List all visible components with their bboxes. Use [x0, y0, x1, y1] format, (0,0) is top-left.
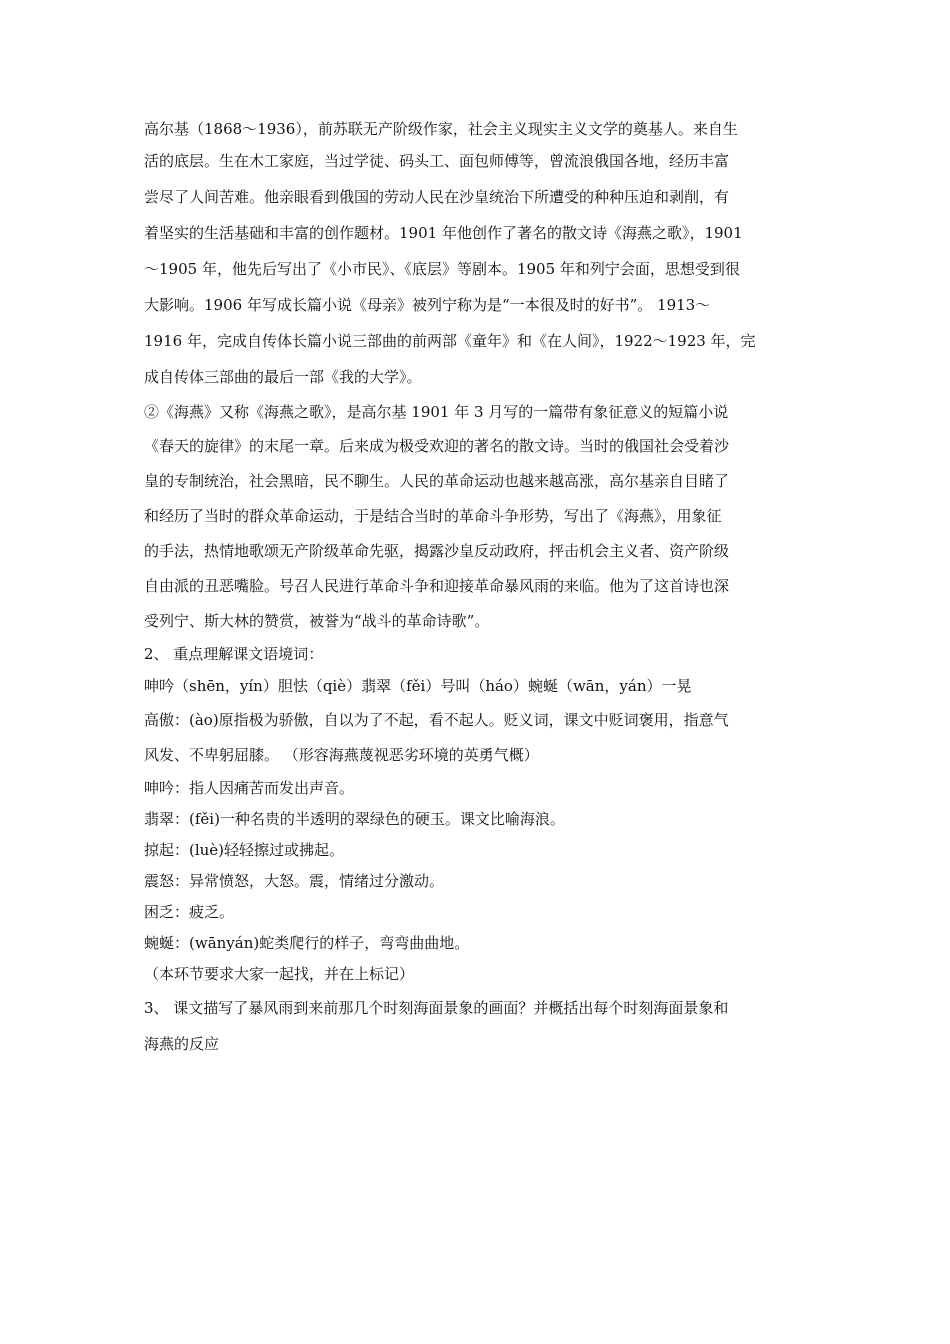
- section-heading: 3、 课文描写了暴风雨到来前那几个时刻海面景象的画面？并概括出每个时刻海面景象和: [144, 999, 729, 1017]
- definition-line: 呻吟：指人因痛苦而发出声音。: [144, 779, 355, 797]
- text-line: 高尔基（1868～1936），前苏联无产阶级作家，社会主义现实主义文学的奠基人。来自生: [144, 120, 738, 138]
- text-line: 和经历了当时的群众革命运动，于是结合当时的革命斗争形势，写出了《海燕》，用象征: [144, 507, 722, 525]
- text-line: 1916 年，完成自传体长篇小说三部曲的前两部《童年》和《在人间》，1922～1923 年，完: [144, 332, 756, 350]
- text-line: 尝尽了人间苦难。他亲眼看到俄国的劳动人民在沙皇统治下所遭受的种种压迫和剥削，有: [144, 188, 730, 206]
- text-line: 大影响。1906 年写成长篇小说《母亲》被列宁称为是“一本很及时的好书”。 1913～: [144, 296, 711, 314]
- text-line: 海燕的反应: [144, 1035, 220, 1053]
- text-line: 自由派的丑恶嘴脸。号召人民进行革命斗争和迎接革命暴风雨的来临。他为了这首诗也深: [144, 577, 730, 595]
- note-line: （本环节要求大家一起找，并在上标记）: [144, 965, 415, 983]
- definition-line: 翡翠：(fěi)一种名贵的半透明的翠绿色的硬玉。课文比喻海浪。: [144, 810, 565, 828]
- paragraph-gorky-bio: [144, 116, 808, 395]
- definition-line: 掠起：(luè)轻轻擦过或拂起。: [144, 841, 345, 859]
- text-line: ～1905 年，他先后写出了《小市民》、《底层》等剧本。1905 年和列宁会面，思想受到很: [144, 260, 740, 278]
- text-line: 活的底层。生在木工家庭，当过学徒、码头工、面包师傅等，曾流浪俄国各地，经历丰富: [144, 152, 730, 170]
- text-line: 着坚实的生活基础和丰富的创作题材。1901 年他创作了著名的散文诗《海燕之歌》，1901: [144, 224, 743, 242]
- text-line: 《春天的旋律》的末尾一章。后来成为极受欢迎的著名的散文诗。当时的俄国社会受着沙: [144, 437, 730, 455]
- section-heading: 2、 重点理解课文语境词：: [144, 645, 324, 663]
- text-line: 受列宁、斯大林的赞赏，被誉为“战斗的革命诗歌”。: [144, 612, 490, 630]
- text-line: 成自传体三部曲的最后一部《我的大学》。: [144, 368, 422, 386]
- definition-line: 风发、不卑躬屈膝。 （形容海燕蔑视恶劣环境的英勇气概）: [144, 746, 539, 764]
- vocabulary-section: [144, 639, 808, 1062]
- text-line: 皇的专制统治，社会黑暗，民不聊生。人民的革命运动也越来越高涨，高尔基亲自目睹了: [144, 472, 730, 490]
- document-page: [144, 116, 808, 1062]
- paragraph-petrel-background: [144, 395, 808, 639]
- text-line: ②《海燕》又称《海燕之歌》，是高尔基 1901 年 3 月写的一篇带有象征意义的短篇小说: [144, 403, 729, 421]
- definition-line: 困乏：疲乏。: [144, 903, 235, 921]
- pinyin-line: 呻吟（shēn，yín）胆怯（qiè）翡翠（fěi）号叫（háo）蜿蜒（wān，yán）一晃: [144, 677, 692, 695]
- definition-line: 震怒：异常愤怒，大怒。震，情绪过分激动。: [144, 872, 445, 890]
- text-line: 的手法，热情地歌颂无产阶级革命先驱，揭露沙皇反动政府，抨击机会主义者、资产阶级: [144, 542, 730, 560]
- definition-line: 高傲：(ào)原指极为骄傲，自以为了不起，看不起人。贬义词，课文中贬词褒用，指意气: [144, 711, 729, 729]
- definition-line: 蜿蜒：(wānyán)蛇类爬行的样子，弯弯曲曲地。: [144, 934, 470, 952]
